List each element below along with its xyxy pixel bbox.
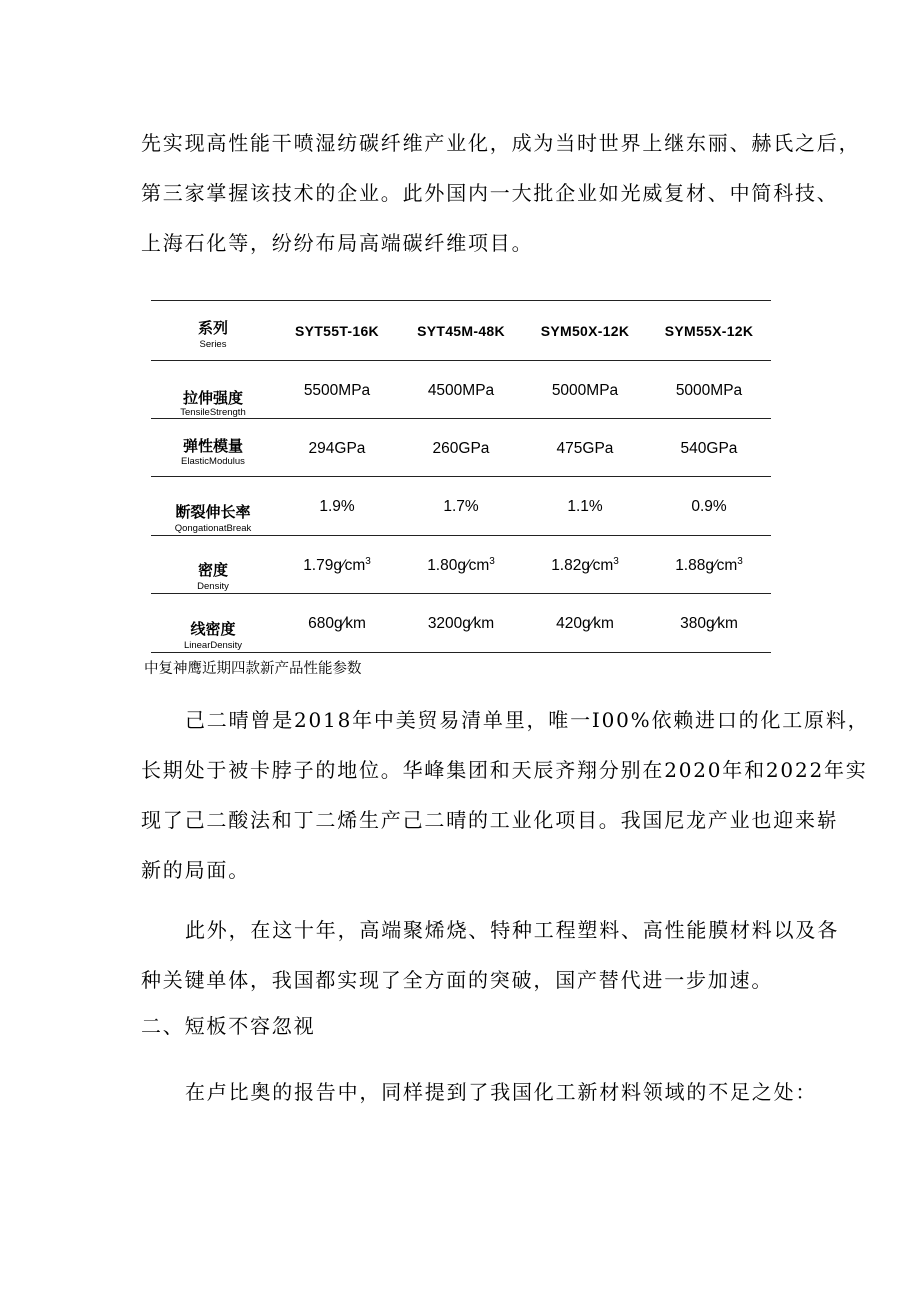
row-label-cn: 弹性模量 — [182, 437, 243, 455]
paragraph-report — [141, 1067, 818, 1117]
row-label-en: TensileStrength — [180, 407, 246, 418]
row-label-cn: 断裂伸长率 — [175, 503, 251, 521]
text-line: 长期处于被卡脖子的地位。华峰集团和天辰齐翔分别在2020年和2022年实 — [141, 758, 868, 782]
superscript: 3 — [613, 556, 619, 567]
text-line: 上海石化等，纷纷布局高端碳纤维项目。 — [141, 231, 534, 255]
text-line: 在卢比奥的报告中，同样提到了我国化工新材料领域的不足之处： — [185, 1080, 818, 1104]
table-cell: 5000MPa — [675, 382, 743, 399]
text-line: 现了己二酸法和丁二烯生产己二晴的工业化项目。我国尼龙产业也迎来崭 — [141, 808, 839, 832]
table-rule — [151, 652, 771, 653]
table-rule — [151, 360, 771, 361]
table-cell: 3200g∕km — [427, 615, 495, 632]
table-cell: 0.9% — [691, 498, 727, 515]
column-header: SYT55T-16K — [295, 323, 379, 339]
text-line: 种关键单体，我国都实现了全方面的突破，国产替代进一步加速。 — [141, 968, 774, 992]
column-header: SYM55X-12K — [664, 323, 754, 339]
table-cell: 475GPa — [556, 440, 614, 457]
column-header: SYT45M-48K — [417, 323, 505, 339]
table-cell: 260GPa — [432, 440, 490, 457]
row-label-cn: 线密度 — [190, 620, 236, 638]
table-caption: 中复神鹰近期四款新产品性能参数 — [144, 661, 362, 677]
cell-value: 1.79g∕cm — [303, 557, 366, 574]
cell-value: 1.82g∕cm — [551, 557, 614, 574]
text-line: 新的局面。 — [141, 858, 250, 882]
row-label-en: QongationatBreak — [174, 523, 252, 534]
table-cell: 294GPa — [308, 440, 366, 457]
text-line: 此外，在这十年，高端聚烯烧、特种工程塑料、高性能膜材料以及各 — [185, 918, 839, 942]
table-cell: 4500MPa — [427, 382, 495, 399]
table-cell: 1.7% — [443, 498, 479, 515]
table-cell: 680g∕km — [308, 615, 366, 632]
text-line: 先实现高性能干喷湿纺碳纤维产业化，成为当时世界上继东丽、赫氏之后， — [141, 131, 861, 155]
row-label-en: LinearDensity — [183, 640, 243, 651]
table-rule — [151, 476, 771, 477]
text-line: 己二晴曾是2018年中美贸易清单里，唯一I00%依赖进口的化工原料， — [185, 708, 870, 732]
table-rule — [151, 535, 771, 536]
superscript: 3 — [737, 556, 743, 567]
table-cell: 1.1% — [567, 498, 603, 515]
superscript: 3 — [489, 556, 495, 567]
table-cell: 5000MPa — [551, 382, 619, 399]
table-cell: 1.9% — [319, 498, 355, 515]
cell-value: 1.88g∕cm — [675, 557, 738, 574]
table-rule — [151, 593, 771, 594]
table-cell — [647, 556, 771, 575]
heading-text: 二、短板不容忽视 — [141, 1014, 316, 1038]
table-cell: 420g∕km — [556, 615, 614, 632]
table-cell — [399, 556, 523, 575]
table-cell: 380g∕km — [680, 615, 738, 632]
table-rule — [151, 300, 771, 301]
table-cell — [275, 556, 399, 575]
table-cell — [523, 556, 647, 575]
cell-value: 1.80g∕cm — [427, 557, 490, 574]
row-label-en: ElasticModulus — [181, 456, 245, 467]
paragraph-adiponitrile — [141, 695, 870, 895]
row-label-cn: 密度 — [197, 561, 228, 579]
table-rule — [151, 418, 771, 419]
paragraph-carbon-fiber — [141, 118, 861, 268]
row-label-en: Density — [197, 581, 229, 592]
column-header: SYM50X-12K — [540, 323, 630, 339]
superscript: 3 — [365, 556, 371, 567]
paragraph-breakthroughs — [141, 905, 839, 1005]
series-header-cn: 系列 — [197, 319, 228, 337]
series-header-en: Series — [199, 339, 227, 350]
table-cell: 5500MPa — [303, 382, 371, 399]
row-label-cn: 拉伸强度 — [182, 389, 243, 407]
section-heading — [141, 1001, 781, 1051]
text-line: 第三家掌握该技术的企业。此外国内一大批企业如光威复材、中简科技、 — [141, 181, 839, 205]
table-cell: 540GPa — [680, 440, 738, 457]
